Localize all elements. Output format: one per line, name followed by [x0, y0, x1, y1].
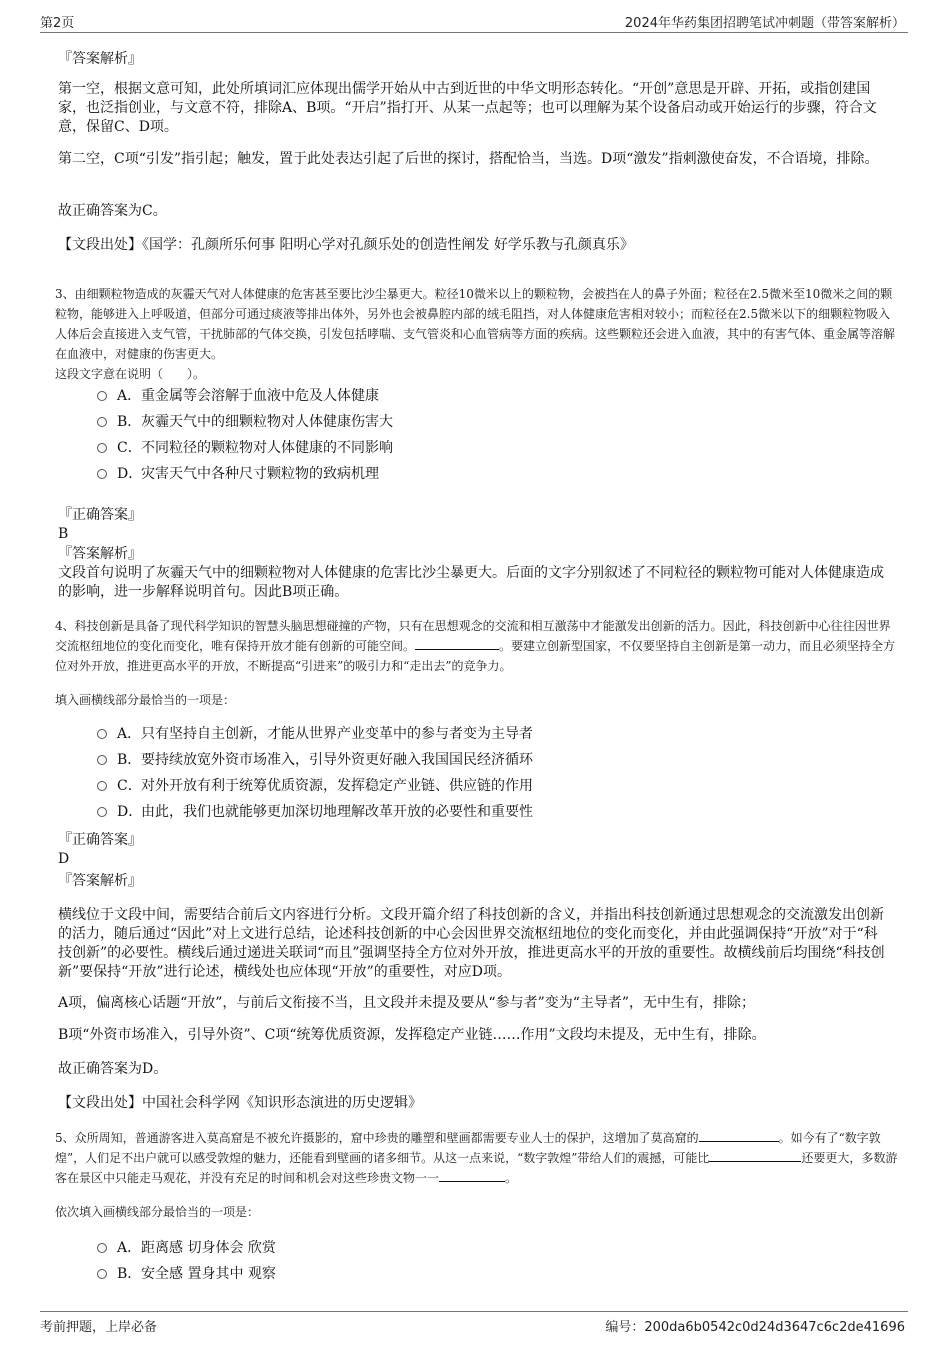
q5-option-a[interactable]: A． 距离感 切身体会 欣赏: [97, 1238, 276, 1258]
analysis-conclusion: 故正确答案为C。: [58, 203, 167, 219]
source-citation: 【文段出处】《国学：孔颜所乐何事 阳明心学对孔颜乐处的创造性阐发 好学乐教与孔颜真乐》: [58, 237, 634, 253]
radio-icon[interactable]: [97, 807, 107, 817]
q3-question: 这段文字意在说明（ ）。: [55, 367, 206, 381]
radio-icon[interactable]: [97, 469, 107, 479]
radio-icon[interactable]: [97, 781, 107, 791]
footer-slogan: 考前押题，上岸必备: [40, 1320, 158, 1335]
q3-analysis: 文段首句说明了灰霾天气中的细颗粒物对人体健康的危害比沙尘暴更大。后面的文字分别叙述了不同粒径的颗粒物可能对人体健康造成的影响，进一步解释说明首句。因此B项正确。: [58, 565, 884, 600]
q3-option-a[interactable]: A． 重金属等会溶解于血液中危及人体健康: [97, 386, 379, 406]
page-number: 第2页: [40, 16, 75, 31]
radio-icon[interactable]: [97, 729, 107, 739]
document-title: 2024年华药集团招聘笔试冲刺题（带答案解析）: [624, 16, 905, 31]
fill-blank: [439, 1169, 505, 1182]
fill-blank: [709, 1149, 801, 1162]
q3-analysis-label: 『答案解析』: [58, 546, 142, 562]
q5-stem: 5、众所周知，普通游客进入莫高窟是不被允许摄影的，窟中珍贵的雕塑和壁画都需要专业人士的保护，这增加了莫高窟的 。如今有了“数字敦煌”，人们足不出户就可以感受敦煌的魅力，还能看到壁画的诸多细节。从这一点来说，“数字敦煌”带给人们的震撼，可能比 还要更大，多数游客在景区中只能走马观花，并没有充足的时间和机会对这些珍贵文物一一 。: [55, 1131, 898, 1185]
q4-analysis-label: 『答案解析』: [58, 873, 142, 889]
q5-option-b[interactable]: B． 安全感 置身其中 观察: [97, 1264, 276, 1284]
q3-answer-label: 『正确答案』: [58, 507, 142, 523]
q3-option-c[interactable]: C． 不同粒径的颗粒物对人体健康的不同影响: [97, 438, 393, 458]
q4-answer: D: [58, 851, 70, 867]
q5-question: 依次填入画横线部分最恰当的一项是：: [55, 1205, 260, 1219]
analysis-paragraph-1: 第一空，根据文意可知，此处所填词汇应体现出儒学开始从中古到近世的中华文明形态转化。“开创”意思是开辟、开拓，或指创建国家，也泛指创业，与文意不符，排除A、B项。“开启”指打开、从某一点起等；也可以理解为某个设备启动或开始运行的步骤，符合文意，保留C、D项。: [58, 81, 877, 135]
radio-icon[interactable]: [97, 391, 107, 401]
q4-option-b[interactable]: B． 要持续放宽外资市场准入，引导外资更好融入我国国民经济循环: [97, 750, 533, 770]
radio-icon[interactable]: [97, 443, 107, 453]
radio-icon[interactable]: [97, 417, 107, 427]
q4-source: 【文段出处】中国社会科学网《知识形态演进的历史逻辑》: [58, 1095, 422, 1111]
q3-stem: 3、由细颗粒物造成的灰霾天气对人体健康的危害甚至要比沙尘暴更大。粒径10微米以上的颗粒物，会被挡在人的鼻子外面；粒径在2.5微米至10微米之间的颗粒物，能够进入上呼吸道，但部分可通过痰液等排出体外，另外也会被鼻腔内部的绒毛阻挡，对人体健康危害相对较小；而粒径在2.5微米以下的细颗粒物吸入人体后会直接进入支气管，干扰肺部的气体交换，引发包括哮喘、支气管炎和心血管病等方面的疾病。这些颗粒还会进入血液，其中的有害气体、重金属等溶解在血液中，对健康的伤害更大。: [55, 287, 896, 361]
q4-conclusion: 故正确答案为D。: [58, 1061, 168, 1077]
q4-analysis-2: A项，偏离核心话题“开放”，与前后文衔接不当，且文段并未提及要从“参与者”变为“主导者”，无中生有，排除；: [58, 995, 756, 1011]
q4-option-c[interactable]: C． 对外开放有利于统筹优质资源，发挥稳定产业链、供应链的作用: [97, 776, 533, 796]
q3-option-d[interactable]: D． 灾害天气中各种尺寸颗粒物的致病机理: [97, 464, 379, 484]
analysis-paragraph-2: 第二空，C项“引发”指引起；触发，置于此处表达引起了后世的探讨，搭配恰当，当选。D项“激发”指刺激使奋发，不合语境，排除。: [58, 151, 879, 167]
analysis-label: 『答案解析』: [58, 51, 142, 67]
fill-blank: [415, 637, 499, 650]
radio-icon[interactable]: [97, 755, 107, 765]
q4-option-d[interactable]: D． 由此，我们也就能够更加深切地理解改革开放的必要性和重要性: [97, 802, 533, 822]
radio-icon[interactable]: [97, 1269, 107, 1279]
q4-stem: 4、科技创新是具备了现代科学知识的智慧头脑思想碰撞的产物，只有在思想观念的交流和相互激荡中才能激发出创新的活力。因此，科技创新中心往往因世界交流枢纽地位的变化而变化，唯有保持开放才能有创新的可能空间。 。要建立创新型国家，不仅要坚持自主创新是第一动力，而且必须坚持全方位对外开放，推进更高水平的开放，不断提高“引进来”的吸引力和“走出去”的竞争力。: [55, 619, 896, 673]
q4-option-a[interactable]: A． 只有坚持自主创新，才能从世界产业变革中的参与者变为主导者: [97, 724, 533, 744]
q3-answer: B: [58, 526, 69, 542]
q3-option-b[interactable]: B． 灰霾天气中的细颗粒物对人体健康伤害大: [97, 412, 393, 432]
q4-analysis-1: 横线位于文段中间，需要结合前后文内容进行分析。文段开篇介绍了科技创新的含义，并指出科技创新通过思想观念的交流激发出创新的活力，随后通过“因此”对上文进行总结，论述科技创新的中心会因世界交流枢纽地位的变化而变化，并由此强调保持“开放”对于“科技创新”的必要性。横线后通过递进关联词“而且”强调坚持全方位对外开放，推进更高水平的开放的重要性。故横线前后均围绕“科技创新”要保持“开放”进行论述，横线处也应体现“开放”的重要性，对应D项。: [58, 907, 885, 980]
q4-question: 填入画横线部分最恰当的一项是：: [55, 693, 236, 707]
q4-answer-label: 『正确答案』: [58, 832, 142, 848]
radio-icon[interactable]: [97, 1243, 107, 1253]
fill-blank: [699, 1129, 779, 1142]
header-divider: [40, 32, 908, 33]
footer-divider: [40, 1311, 908, 1312]
document-code: 编号：200da6b0542c0d24d3647c6c2de41696: [605, 1320, 905, 1335]
q4-analysis-3: B项“外资市场准入，引导外资”、C项“统筹优质资源，发挥稳定产业链……作用”文段均未提及，无中生有，排除。: [58, 1027, 766, 1043]
